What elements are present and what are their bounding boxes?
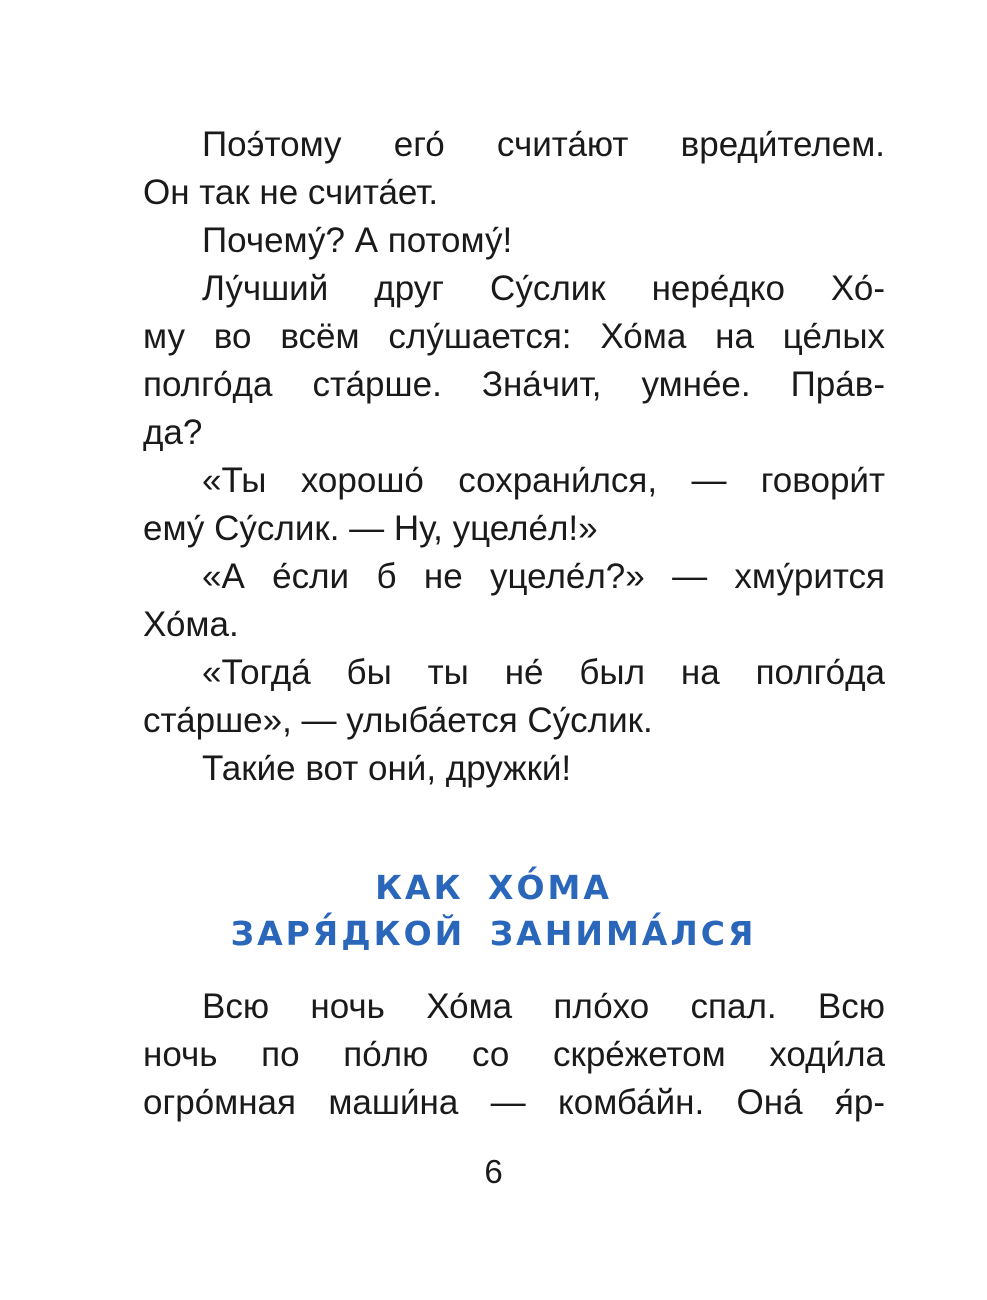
- text-line: Таки́е вот они́, дружки́!: [202, 749, 572, 788]
- text-line: Поэ́тому его́ счита́ют вреди́телем.: [202, 125, 885, 164]
- text-line: Он так не счита́ет.: [143, 173, 439, 212]
- chapter-title-line-1: КАК ХО́МА: [375, 868, 612, 907]
- chapter-title-line-2: ЗАРЯ́ДКОЙ ЗАНИМА́ЛСЯ: [230, 914, 757, 953]
- page-number: 6: [484, 1153, 503, 1190]
- text-line: огро́мная маши́на — комба́йн. Она́ я́р-: [143, 1083, 885, 1122]
- text-line: Почему́? А потому́!: [202, 221, 513, 260]
- text-line: «А е́сли б не уцеле́л?» — хму́рится: [202, 557, 885, 596]
- text-line: ночь по по́лю со скре́жетом ходи́ла: [143, 1035, 885, 1074]
- text-line: ста́рше», — улыба́ется Су́слик.: [143, 701, 653, 740]
- text-line: Всю ночь Хо́ма пло́хо спал. Всю: [202, 987, 885, 1026]
- text-line: полго́да ста́рше. Зна́чит, умне́е. Пра́в-: [143, 365, 885, 404]
- text-line: Лу́чший друг Су́слик нере́дко Хо́-: [202, 269, 885, 308]
- text-line: да?: [143, 413, 203, 452]
- text-line: Хо́ма.: [143, 605, 239, 644]
- text-line: «Тогда́ бы ты не́ был на полго́да: [202, 653, 885, 692]
- text-line: «Ты хорошо́ сохрани́лся, — говори́т: [202, 461, 885, 500]
- text-line: ему́ Су́слик. — Ну, уцеле́л!»: [143, 509, 598, 548]
- text-line: му во всём слу́шается: Хо́ма на це́лых: [143, 317, 885, 356]
